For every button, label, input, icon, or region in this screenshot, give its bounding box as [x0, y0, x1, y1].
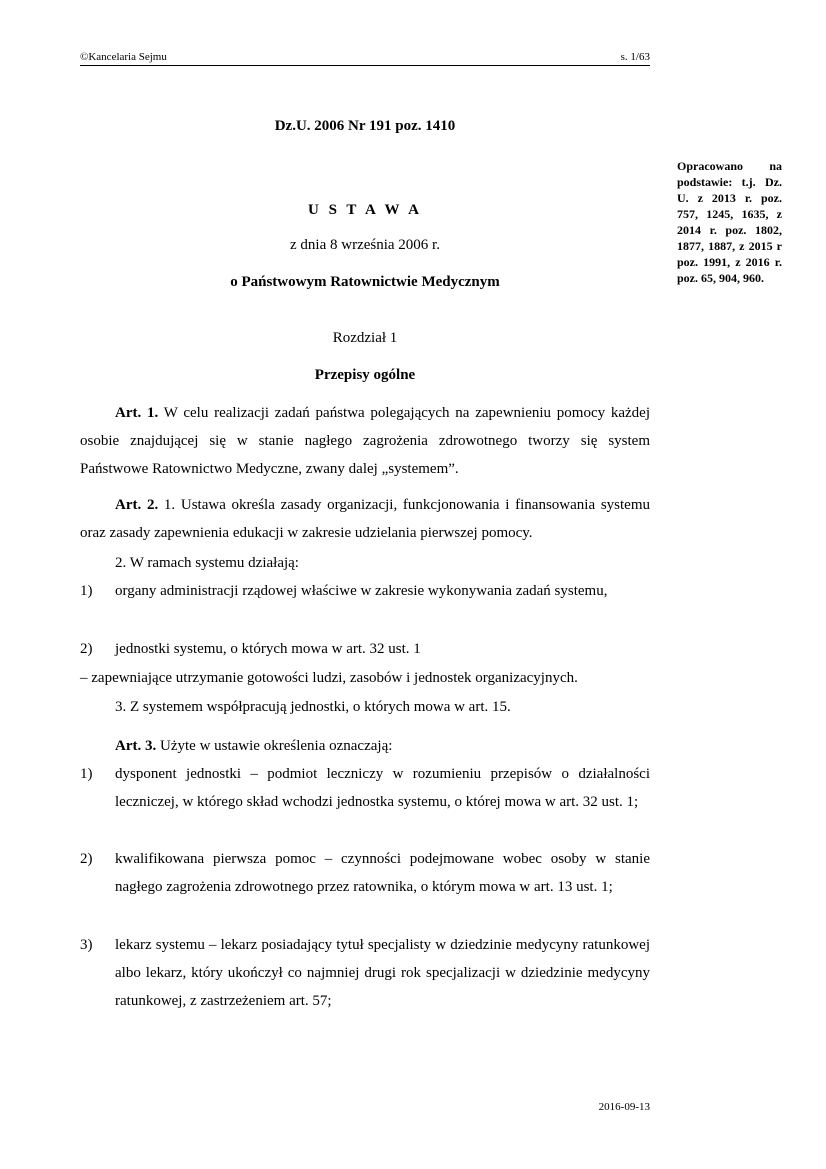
article-2-tail: – zapewniające utrzymanie gotowości ludzi, zasobów i jednostek organizacyjnych.: [80, 670, 578, 686]
article-3-text: Użyte w ustawie określenia oznaczają:: [156, 738, 393, 754]
list-item-number: 3): [80, 937, 93, 953]
article-2-label: Art. 2.: [115, 497, 159, 513]
journal-citation: Dz.U. 2006 Nr 191 poz. 1410: [274, 118, 456, 134]
source-note: Opracowano na podstawie: t.j. Dz. U. z 2013 r. poz. 757, 1245, 1635, z 2014 r. poz. 1802, 1877, 1887, z 2015 r poz. 1991, z 2016 r. poz. 65, 904, 960.: [677, 159, 782, 285]
act-date: z dnia 8 września 2006 r.: [290, 237, 440, 253]
footer-date: 2016-09-13: [598, 1101, 650, 1113]
list-item-number: 1): [80, 766, 93, 782]
article-1-text: W celu realizacji zadań państwa polegających na zapewnieniu pomocy każdej osobie znajdującej się w stanie nagłego zagrożenia zdrowotnego tworzy się system Państwowe Ratownictwo Medyczne, zwany dalej „systemem”.: [80, 405, 650, 477]
list-item: [80, 931, 650, 1015]
article-1: [80, 399, 650, 483]
act-title: o Państwowym Ratownictwie Medycznym: [230, 274, 500, 290]
list-item-text: dysponent jednostki – podmiot leczniczy w rozumieniu przepisów o działalności leczniczej, w którego skład wchodzi jednostka systemu, o której mowa w art. 32 ust. 1;: [115, 766, 650, 810]
article-2-text: 1. Ustawa określa zasady organizacji, funkcjonowania i finansowania systemu oraz zasady zapewnienia edukacji w zakresie udzielania pierwszej pomocy.: [80, 497, 650, 541]
publisher-label: ©Kancelaria Sejmu: [80, 51, 167, 63]
chapter-title: Przepisy ogólne: [314, 367, 416, 383]
article-2-paragraph-3: 3. Z systemem współpracują jednostki, o których mowa w art. 15.: [115, 699, 511, 715]
article-2: [80, 491, 650, 547]
list-item: [80, 635, 650, 663]
list-item-text: lekarz systemu – lekarz posiadający tytuł specjalisty w dziedzinie medycyny ratunkowej albo lekarz, który ukończył co najmniej drugi rok specjalizacji w dziedzinie medycyny ratunkowej, z zastrzeżeniem art. 57;: [115, 937, 650, 1009]
article-3: [80, 732, 650, 760]
list-item-number: 2): [80, 851, 93, 867]
list-item-number: 1): [80, 583, 93, 599]
list-item: [80, 845, 650, 901]
list-item: [80, 577, 650, 605]
article-2-paragraph-2: 2. W ramach systemu działają:: [115, 555, 299, 571]
act-type: U S T A W A: [307, 202, 423, 218]
list-item-text: jednostki systemu, o których mowa w art. 32 ust. 1: [115, 641, 421, 657]
article-1-label: Art. 1.: [115, 405, 159, 421]
list-item-text: organy administracji rządowej właściwe w zakresie wykonywania zadań systemu,: [115, 583, 608, 599]
page-number: s. 1/63: [620, 51, 650, 63]
chapter-number: Rozdział 1: [332, 330, 398, 346]
list-item: [80, 760, 650, 816]
article-3-label: Art. 3.: [115, 738, 157, 754]
list-item-number: 2): [80, 641, 93, 657]
running-header: [80, 47, 650, 66]
list-item-text: kwalifikowana pierwsza pomoc – czynności podejmowane wobec osoby w stanie nagłego zagrożenia zdrowotnego przez ratownika, o którym mowa w art. 13 ust. 1;: [115, 851, 650, 895]
